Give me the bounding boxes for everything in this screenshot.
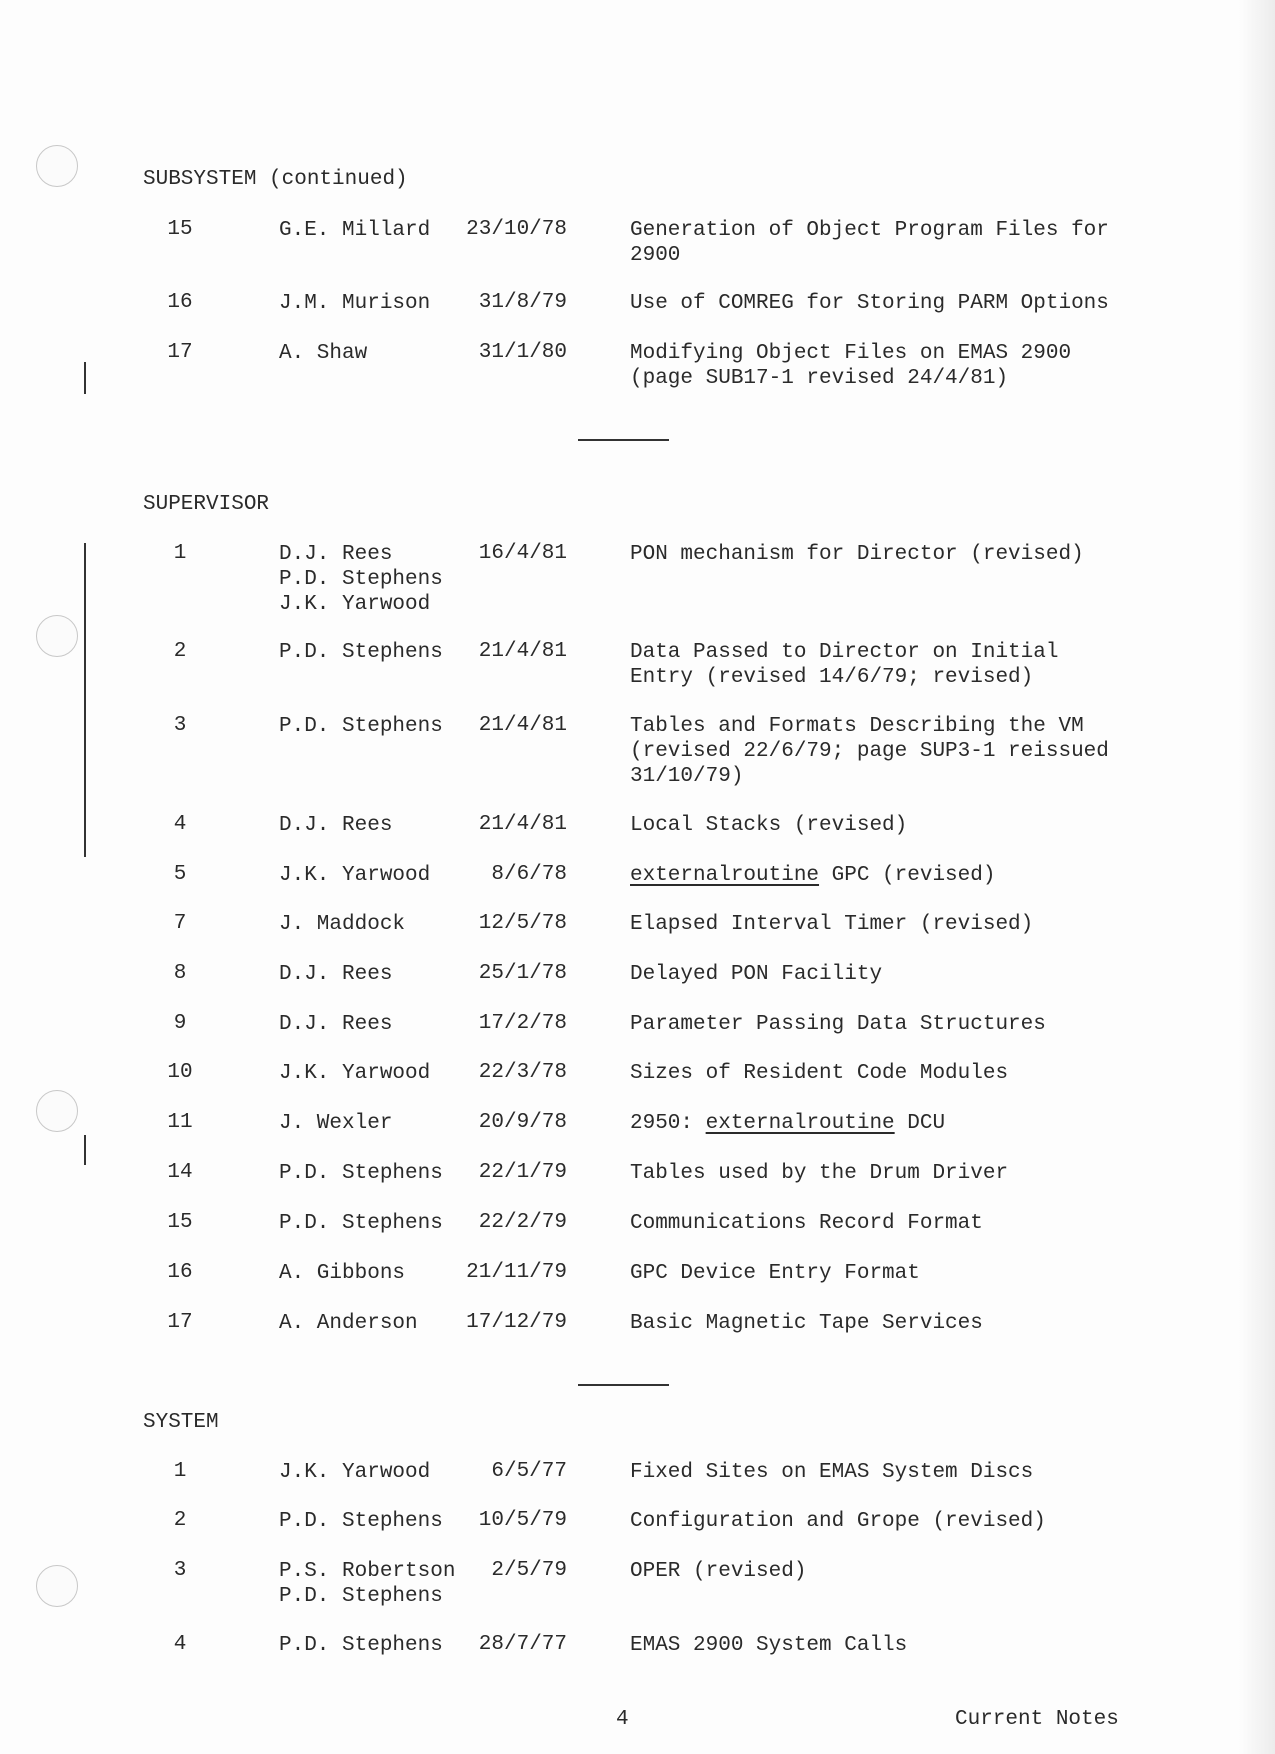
- note-authors: [279, 542, 443, 617]
- title-line: PON mechanism for Director (revised): [630, 543, 1084, 566]
- title-line: Sizes of Resident Code Modules: [630, 1062, 1009, 1085]
- title-line: Configuration and Grope (revised): [630, 1510, 1046, 1533]
- title-line: 31/10/79): [630, 765, 744, 788]
- note-number: 8: [173, 962, 187, 985]
- title-line: GPC Device Entry Format: [630, 1262, 920, 1285]
- note-title: [630, 542, 1130, 567]
- note-title: [630, 1161, 1130, 1186]
- title-line: Local Stacks (revised): [630, 814, 908, 837]
- note-date: 31/1/80: [478, 341, 567, 364]
- author-name: P.D. Stephens: [279, 1634, 443, 1657]
- note-authors: [279, 714, 443, 739]
- revision-bar: [84, 1135, 86, 1165]
- note-authors: [279, 1509, 443, 1534]
- author-name: P.D. Stephens: [279, 1585, 443, 1608]
- note-date: 17/12/79: [466, 1311, 567, 1334]
- note-title: [630, 1111, 1130, 1136]
- note-authors: [279, 962, 392, 987]
- title-line: Modifying Object Files on EMAS 2900: [630, 342, 1072, 365]
- note-date: 17/2/78: [478, 1012, 567, 1035]
- author-name: P.D. Stephens: [279, 568, 443, 591]
- note-authors: [279, 341, 367, 366]
- author-name: A. Gibbons: [279, 1262, 406, 1285]
- title-line: Parameter Passing Data Structures: [630, 1013, 1046, 1036]
- title-line: Communications Record Format: [630, 1212, 983, 1235]
- note-number: 2: [173, 1509, 187, 1532]
- footer-note: Current Notes: [955, 1708, 1119, 1731]
- note-number: 3: [173, 714, 187, 737]
- note-title: [630, 1460, 1130, 1485]
- title-line: EMAS 2900 System Calls: [630, 1634, 908, 1657]
- author-name: J.K. Yarwood: [279, 864, 431, 887]
- note-title: [630, 1559, 1130, 1584]
- note-number: 15: [167, 1211, 193, 1234]
- note-title: [630, 1012, 1130, 1037]
- title-line: Basic Magnetic Tape Services: [630, 1312, 983, 1335]
- note-number: 14: [167, 1161, 193, 1184]
- note-authors: [279, 813, 392, 838]
- author-name: P.D. Stephens: [279, 1212, 443, 1235]
- author-name: P.D. Stephens: [279, 1510, 443, 1533]
- note-title: [630, 962, 1130, 987]
- note-number: 16: [167, 1261, 193, 1284]
- note-authors: [279, 1311, 418, 1336]
- section-title: SUPERVISOR: [143, 493, 270, 516]
- note-date: 20/9/78: [478, 1111, 567, 1134]
- title-line: Tables used by the Drum Driver: [630, 1162, 1009, 1185]
- note-date: 22/3/78: [478, 1061, 567, 1084]
- note-title: [630, 218, 1130, 268]
- note-title: [630, 341, 1130, 391]
- note-title: [630, 813, 1130, 838]
- note-number: 1: [173, 542, 187, 565]
- note-authors: [279, 912, 405, 937]
- note-authors: [279, 1460, 430, 1485]
- underlined-keyword: externalroutine: [705, 1112, 895, 1135]
- title-line: Entry (revised 14/6/79; revised): [630, 666, 1034, 689]
- author-name: A. Anderson: [279, 1312, 418, 1335]
- underlined-keyword: externalroutine: [630, 864, 820, 887]
- section-title: SYSTEM: [143, 1411, 219, 1434]
- title-suffix: GPC (revised): [819, 864, 996, 887]
- revision-bar: [84, 543, 86, 857]
- note-title: [630, 1211, 1130, 1236]
- author-name: A. Shaw: [279, 342, 368, 365]
- note-authors: [279, 1012, 392, 1037]
- note-date: 23/10/78: [466, 218, 567, 241]
- page-edge-shadow: [1239, 0, 1275, 1754]
- author-name: J.M. Murison: [279, 292, 431, 315]
- note-authors: [279, 1261, 405, 1286]
- author-name: D.J. Rees: [279, 814, 393, 837]
- note-number: 10: [167, 1061, 193, 1084]
- note-title: [630, 1633, 1130, 1658]
- revision-bar: [84, 362, 86, 394]
- author-name: P.D. Stephens: [279, 1162, 443, 1185]
- title-line: (page SUB17-1 revised 24/4/81): [630, 367, 1009, 390]
- note-authors: [279, 1061, 430, 1086]
- note-authors: [279, 1111, 392, 1136]
- author-name: P.D. Stephens: [279, 641, 443, 664]
- note-date: 28/7/77: [478, 1633, 567, 1656]
- note-number: 11: [167, 1111, 193, 1134]
- page-number: 4: [616, 1708, 629, 1731]
- author-name: D.J. Rees: [279, 963, 393, 986]
- title-line: Generation of Object Program Files for: [630, 219, 1109, 242]
- title-line: Tables and Formats Describing the VM: [630, 715, 1084, 738]
- note-number: 16: [167, 291, 193, 314]
- section-title: SUBSYSTEM (continued): [143, 168, 408, 191]
- punch-hole: [36, 145, 78, 187]
- punch-hole: [36, 1090, 78, 1132]
- punch-hole: [36, 615, 78, 657]
- note-date: 22/2/79: [478, 1211, 567, 1234]
- note-number: 2: [173, 640, 187, 663]
- title-line: Use of COMREG for Storing PARM Options: [630, 292, 1109, 315]
- note-title: [630, 912, 1130, 937]
- note-authors: [279, 863, 430, 888]
- title-line: Fixed Sites on EMAS System Discs: [630, 1461, 1034, 1484]
- note-date: 22/1/79: [478, 1161, 567, 1184]
- note-authors: [279, 640, 443, 665]
- note-title: [630, 863, 1130, 888]
- note-number: 4: [173, 813, 187, 836]
- note-date: 21/4/81: [478, 714, 567, 737]
- note-date: 6/5/77: [491, 1460, 567, 1483]
- title-suffix: DCU: [894, 1112, 946, 1135]
- title-prefix: 2950:: [630, 1112, 706, 1135]
- note-number: 5: [173, 863, 187, 886]
- note-number: 9: [173, 1012, 187, 1035]
- note-date: 21/4/81: [478, 640, 567, 663]
- title-line: Delayed PON Facility: [630, 963, 883, 986]
- note-date: 16/4/81: [478, 542, 567, 565]
- note-number: 1: [173, 1460, 187, 1483]
- note-date: 2/5/79: [491, 1559, 567, 1582]
- section-divider: [578, 439, 669, 441]
- note-date: 21/4/81: [478, 813, 567, 836]
- note-number: 15: [167, 218, 193, 241]
- note-authors: [279, 1559, 455, 1609]
- note-authors: [279, 1161, 443, 1186]
- title-line: Data Passed to Director on Initial: [630, 641, 1059, 664]
- note-title: [630, 1509, 1130, 1534]
- note-title: [630, 1311, 1130, 1336]
- note-title: [630, 640, 1130, 690]
- note-authors: [279, 1633, 443, 1658]
- author-name: J.K. Yarwood: [279, 1461, 431, 1484]
- author-name: P.S. Robertson: [279, 1560, 456, 1583]
- note-number: 4: [173, 1633, 187, 1656]
- note-date: 25/1/78: [478, 962, 567, 985]
- author-name: D.J. Rees: [279, 543, 393, 566]
- note-number: 3: [173, 1559, 187, 1582]
- author-name: J.K. Yarwood: [279, 593, 431, 616]
- title-line: (revised 22/6/79; page SUP3-1 reissued: [630, 740, 1109, 763]
- title-line: 2900: [630, 244, 681, 267]
- author-name: G.E. Millard: [279, 219, 431, 242]
- title-line: OPER (revised): [630, 1560, 807, 1583]
- author-name: J.K. Yarwood: [279, 1062, 431, 1085]
- note-date: 10/5/79: [478, 1509, 567, 1532]
- note-date: 12/5/78: [478, 912, 567, 935]
- author-name: P.D. Stephens: [279, 715, 443, 738]
- note-title: [630, 291, 1130, 316]
- note-date: 8/6/78: [491, 863, 567, 886]
- author-name: D.J. Rees: [279, 1013, 393, 1036]
- section-divider: [578, 1384, 669, 1386]
- author-name: J. Wexler: [279, 1112, 393, 1135]
- title-line: Elapsed Interval Timer (revised): [630, 913, 1034, 936]
- note-authors: [279, 291, 430, 316]
- author-name: J. Maddock: [279, 913, 406, 936]
- note-number: 7: [173, 912, 187, 935]
- note-date: 21/11/79: [466, 1261, 567, 1284]
- note-title: [630, 1261, 1130, 1286]
- note-number: 17: [167, 1311, 193, 1334]
- note-title: [630, 1061, 1130, 1086]
- note-number: 17: [167, 341, 193, 364]
- note-title: [630, 714, 1130, 789]
- note-date: 31/8/79: [478, 291, 567, 314]
- note-authors: [279, 218, 430, 243]
- punch-hole: [36, 1565, 78, 1607]
- note-authors: [279, 1211, 443, 1236]
